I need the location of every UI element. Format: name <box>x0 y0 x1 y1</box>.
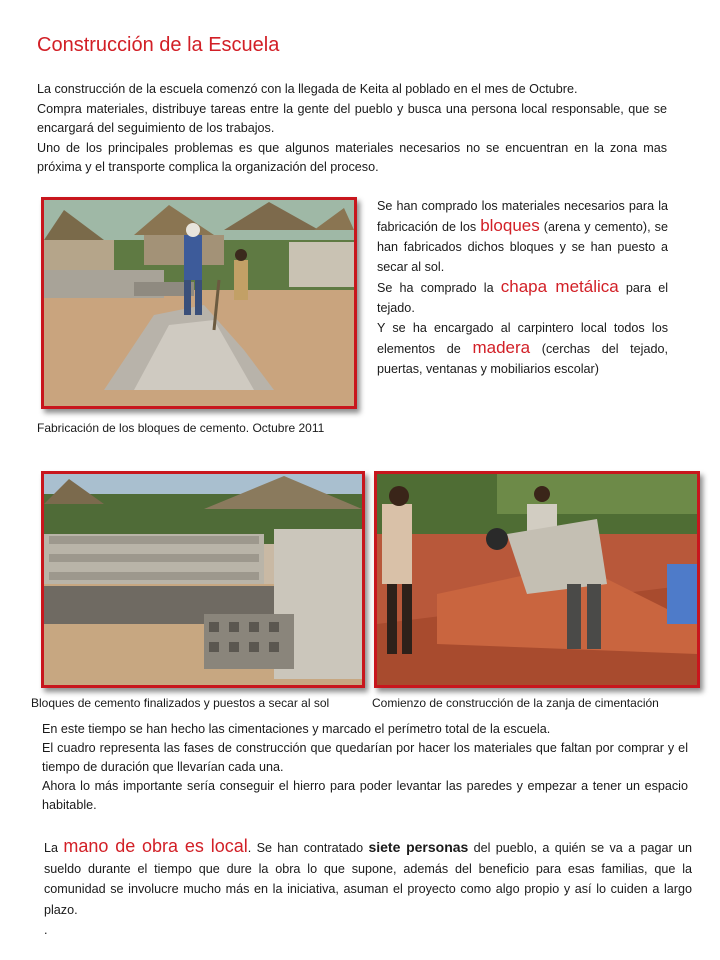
materials-text-3a: Y se ha encargado al carpintero local todos los elementos de <box>377 321 668 356</box>
labor-trailing: . <box>44 923 48 937</box>
intro-text <box>37 80 667 178</box>
photo-blocks-drying <box>41 471 365 688</box>
progress-paragraph: El cuadro representa las fases de construcción que quedarían por hacer los materiales que faltan por comprar y el tiempo de duración que llevarían cada una. <box>42 741 688 774</box>
highlight-chapa-metalica: chapa metálica <box>500 277 619 296</box>
labor-paragraph <box>44 836 692 920</box>
progress-paragraph: Ahora lo más importante sería conseguir el hierro para poder levantar las paredes y empezar a tener un espacio habitable. <box>42 779 688 812</box>
materials-text <box>377 196 668 379</box>
page-title: Construcción de la Escuela <box>37 34 280 56</box>
photo-block-fabrication-image <box>44 200 354 406</box>
photo-foundation-trench-image <box>377 474 697 685</box>
progress-text <box>42 720 688 815</box>
materials-text-1a: Se han comprado los materiales necesarios para la fabricación de los <box>377 199 668 234</box>
materials-text-1b: (arena y cemento), se han fabricados dichos bloques y se han puesto a secar al sol. <box>377 220 668 274</box>
photo-foundation-trench-caption: Comienzo de construcción de la zanja de cimentación <box>372 696 659 710</box>
materials-paragraph <box>377 318 668 379</box>
intro-paragraph: Compra materiales, distribuye tareas entre la gente del pueblo y busca una persona local responsable, que se encargará del seguimiento de los trabajos. <box>37 101 667 135</box>
materials-text-2a: Se ha comprado la <box>377 281 501 295</box>
highlight-siete-personas: siete personas <box>368 839 469 855</box>
photo-block-fabrication <box>41 197 357 409</box>
photo-foundation-trench <box>374 471 700 688</box>
highlight-bloques: bloques <box>480 216 540 235</box>
intro-paragraph: Uno de los principales problemas es que algunos materiales necesarios no se encuentran en la zona mas próxima y el transporte complica la organización del proceso. <box>37 140 667 174</box>
materials-text-2b: para el tejado. <box>377 281 669 315</box>
photo-blocks-drying-image <box>44 474 362 685</box>
materials-text-3b: (cerchas del tejado, puertas, ventanas y mobiliarios escolar) <box>377 342 668 376</box>
labor-text <box>44 836 692 941</box>
progress-paragraph: En este tiempo se han hecho las cimentaciones y marcado el perímetro total de la escuela. <box>42 722 551 736</box>
intro-paragraph: La construcción de la escuela comenzó con la llegada de Keita al poblado en el mes de Octubre. <box>37 82 578 96</box>
photo-blocks-drying-caption: Bloques de cemento finalizados y puestos a secar al sol <box>31 696 330 710</box>
photo-block-fabrication-caption: Fabricación de los bloques de cemento. Octubre 2011 <box>37 421 325 435</box>
highlight-madera: madera <box>472 338 531 357</box>
labor-text-a: La <box>44 841 64 855</box>
labor-text-c: del pueblo, a quién se va a pagar un sueldo durante el tiempo que dure la obra lo que supone, además del beneficio para esas familias, que la comunidad se involucre mucho más en la iniciativa, asuman el proyecto como algo propio y así lo cuiden a largo plazo. <box>44 841 692 917</box>
materials-paragraph <box>377 196 668 277</box>
highlight-mano-de-obra: mano de obra es local <box>63 836 248 856</box>
labor-text-b: . Se han contratado <box>247 841 369 855</box>
materials-paragraph <box>377 277 668 318</box>
